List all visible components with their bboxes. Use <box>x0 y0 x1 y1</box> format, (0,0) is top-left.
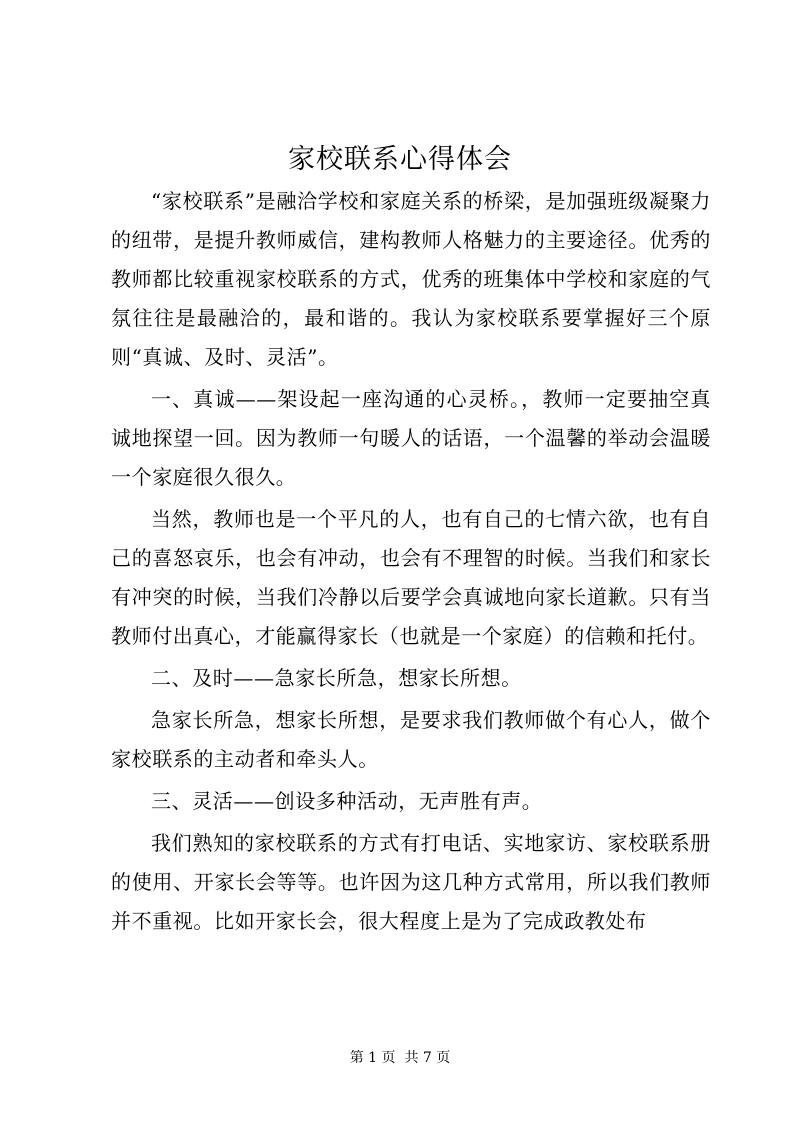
document-title: 家校联系心得体会 <box>288 144 512 175</box>
paragraph-principle-sincerity: 一、真诚——架设起一座沟通的心灵桥。，教师一定要抽空真诚地探望一回。因为教师一句暖人的话语，一个温馨的举动会温暖一个家庭很久很久。 <box>111 387 711 489</box>
paragraph-timely-detail: 急家长所急，想家长所想，是要求我们教师做个有心人，做个家校联系的主动者和牵头人。 <box>111 708 711 771</box>
paragraph-flexible-detail: 我们熟知的家校联系的方式有打电话、实地家访、家校联系册的使用、开家长会等等。也许因为这几种方式常用，所以我们教师并不重视。比如开家长会，很大程度上是为了完成政教处布 <box>111 831 711 933</box>
paragraph-sincerity-detail: 当然，教师也是一个平凡的人，也有自己的七情六欲，也有自己的喜怒哀乐，也会有冲动，也会有不理智的时候。当我们和家长有冲突的时候，当我们冷静以后要学会真诚地向家长道歉。只有当教师付出真心，才能赢得家长（也就是一个家庭）的信赖和托付。 <box>111 507 711 648</box>
paragraph-principle-timely: 二、及时——急家长所急，想家长所想。 <box>151 666 522 690</box>
document-body <box>111 182 711 944</box>
paragraph-intro: “家校联系”是融洽学校和家庭关系的桥梁，是加强班级凝聚力的纽带，是提升教师威信，建构教师人格魅力的主要途径。优秀的教师都比较重视家校联系的方式，优秀的班集体中学校和家庭的气氛往往是最融洽的，最和谐的。我认为家校联系要掌握好三个原则“真诚、及时、灵活”。 <box>111 189 711 369</box>
page-total: 共 7 页 <box>404 1050 451 1066</box>
page-number: 第 1 页 <box>349 1050 396 1066</box>
paragraph-principle-flexible: 三、灵活——创设多种活动，无声胜有声。 <box>151 789 543 813</box>
page-footer <box>0 1048 800 1068</box>
